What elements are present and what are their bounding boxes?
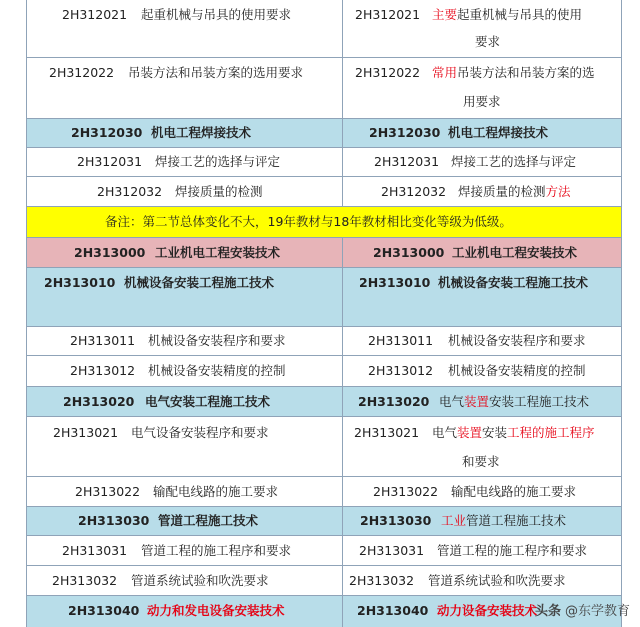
- right-cell: [343, 268, 621, 326]
- item-title: 起重机械与吊具的使用要求: [141, 7, 292, 22]
- item-code: 2H312021: [355, 7, 421, 22]
- item-code: 2H313021: [354, 425, 420, 440]
- table-row: [26, 417, 622, 477]
- item-code: 2H313021: [53, 425, 119, 440]
- right-cell: [343, 327, 621, 355]
- item-title: 起重机械与吊具的使用: [457, 7, 583, 22]
- note-text: 备注：第二节总体变化不大，19年教材与18年教材相比变化等级为低级。: [105, 214, 512, 229]
- left-cell: [27, 58, 343, 118]
- item-title: 管道系统试验和吹洗要求: [428, 573, 566, 588]
- table-row: [26, 177, 622, 207]
- left-cell: [27, 417, 343, 476]
- item-title: 管道工程的施工程序和要求: [141, 543, 292, 558]
- change-highlight: 工程的施工程序: [507, 425, 595, 440]
- left-cell: [27, 238, 343, 267]
- section-code: 2H312030: [71, 125, 143, 140]
- section-title: 机械设备安装工程施工技术: [438, 275, 589, 290]
- section-code: 2H313040: [68, 603, 140, 618]
- item-title: 焊接工艺的选择与评定: [451, 154, 577, 169]
- section-title: 安装工程施工技术: [489, 394, 590, 409]
- section-code: 2H313020: [63, 394, 135, 409]
- left-cell: [27, 327, 343, 355]
- table-row: [26, 148, 622, 177]
- item-title: 焊接工艺的选择与评定: [155, 154, 281, 169]
- item-code: 2H313022: [75, 484, 141, 499]
- section-title: 机电工程焊接技术: [151, 125, 252, 140]
- change-highlight: 方法: [545, 184, 571, 199]
- item-code: 2H312021: [62, 7, 128, 22]
- section-title: 动力和发电设备安装技术: [147, 603, 285, 618]
- item-code: 2H312032: [381, 184, 447, 199]
- section-code: 2H313030: [360, 513, 432, 528]
- section-row: [26, 507, 622, 536]
- watermark-brand: 头条: [534, 604, 561, 619]
- left-cell: [27, 536, 343, 565]
- change-highlight: 常用: [432, 65, 458, 80]
- watermark: [535, 600, 630, 619]
- item-code: 2H312031: [374, 154, 440, 169]
- item-code: 2H313012: [70, 363, 136, 378]
- item-code: 2H312031: [77, 154, 143, 169]
- section-code: 2H313010: [359, 275, 431, 290]
- right-cell: [343, 0, 621, 57]
- section-title: 机电工程焊接技术: [448, 125, 549, 140]
- table-row: [26, 356, 622, 387]
- item-code: 2H313031: [359, 543, 425, 558]
- item-title: 机械设备安装程序和要求: [448, 333, 586, 348]
- section-title: 管道工程施工技术: [466, 513, 567, 528]
- item-title: 机械设备安装精度的控制: [448, 363, 586, 378]
- chapter-code: 2H313000: [373, 245, 445, 260]
- section-code: 2H312030: [369, 125, 441, 140]
- table-row: [26, 58, 622, 119]
- section-code: 2H313030: [78, 513, 150, 528]
- item-title-line2: 要求: [475, 34, 501, 49]
- left-cell: [27, 507, 343, 535]
- section-row: [26, 268, 622, 327]
- table-row: [26, 327, 622, 356]
- change-highlight: 装置: [464, 394, 490, 409]
- left-cell: [27, 0, 343, 57]
- section-row: [26, 119, 622, 148]
- table-row: [26, 566, 622, 596]
- left-cell: [27, 356, 343, 386]
- section-title: 管道工程施工技术: [158, 513, 259, 528]
- chapter-code: 2H313000: [74, 245, 146, 260]
- section-title: 动力设备安装技术: [437, 603, 538, 618]
- item-title: 输配电线路的施工要求: [153, 484, 279, 499]
- section-title: 机械设备安装工程施工技术: [124, 275, 275, 290]
- section-code: 2H313020: [358, 394, 430, 409]
- item-code: 2H313031: [62, 543, 128, 558]
- item-title: 机械设备安装精度的控制: [148, 363, 286, 378]
- right-cell: [343, 58, 621, 118]
- left-cell: [27, 596, 343, 627]
- left-cell: [27, 177, 343, 206]
- change-highlight: 装置: [457, 425, 483, 440]
- item-title: 管道工程的施工程序和要求: [437, 543, 588, 558]
- right-cell: [343, 507, 621, 535]
- item-title: 电气: [432, 425, 458, 440]
- item-code: 2H312022: [49, 65, 115, 80]
- item-title-line2: 用要求: [463, 94, 501, 109]
- section-title: 电气: [439, 394, 465, 409]
- left-cell: [27, 148, 343, 176]
- section-row: [26, 596, 622, 627]
- item-title: 电气设备安装程序和要求: [131, 425, 269, 440]
- item-code: 2H313032: [52, 573, 118, 588]
- right-cell: [343, 238, 621, 267]
- chapter-title: 工业机电工程安装技术: [155, 245, 281, 260]
- item-code: 2H313011: [368, 333, 434, 348]
- right-cell: [343, 387, 621, 416]
- item-title: 吊装方法和吊装方案的选: [457, 65, 595, 80]
- section-code: 2H313010: [44, 275, 116, 290]
- left-cell: [27, 119, 343, 147]
- section-row: [26, 387, 622, 417]
- item-code: 2H313011: [70, 333, 136, 348]
- chapter-row: [26, 238, 622, 268]
- table-row: [26, 0, 622, 58]
- item-title: 焊接质量的检测: [458, 184, 546, 199]
- item-title: 输配电线路的施工要求: [451, 484, 577, 499]
- right-cell: [343, 119, 621, 147]
- right-cell: [343, 417, 621, 476]
- left-cell: [27, 268, 343, 326]
- watermark-handle: @东学教育: [564, 604, 630, 619]
- right-cell: [343, 566, 621, 595]
- item-code: 2H312022: [355, 65, 421, 80]
- right-cell: [343, 356, 621, 386]
- item-title: 焊接质量的检测: [175, 184, 263, 199]
- table-row: [26, 477, 622, 507]
- item-code: 2H312032: [97, 184, 163, 199]
- item-title: 安装: [482, 425, 508, 440]
- item-title: 管道系统试验和吹洗要求: [131, 573, 269, 588]
- change-highlight: 主要: [432, 7, 458, 22]
- table-row: [26, 536, 622, 566]
- section-code: 2H313040: [357, 603, 429, 618]
- item-code: 2H313022: [373, 484, 439, 499]
- change-highlight: 工业: [441, 513, 467, 528]
- item-title: 机械设备安装程序和要求: [148, 333, 286, 348]
- left-cell: [27, 387, 343, 416]
- right-cell: [343, 536, 621, 565]
- right-cell: [343, 148, 621, 176]
- left-cell: [27, 477, 343, 506]
- right-cell: [343, 477, 621, 506]
- section-title: 电气安装工程施工技术: [145, 394, 271, 409]
- item-code: 2H313012: [368, 363, 434, 378]
- chapter-title: 工业机电工程安装技术: [452, 245, 578, 260]
- item-code: 2H313032: [349, 573, 415, 588]
- right-cell: [343, 177, 621, 206]
- item-title-line2: 和要求: [462, 454, 500, 469]
- item-title: 吊装方法和吊装方案的选用要求: [128, 65, 304, 80]
- left-cell: [27, 566, 343, 595]
- note-row: [26, 207, 622, 238]
